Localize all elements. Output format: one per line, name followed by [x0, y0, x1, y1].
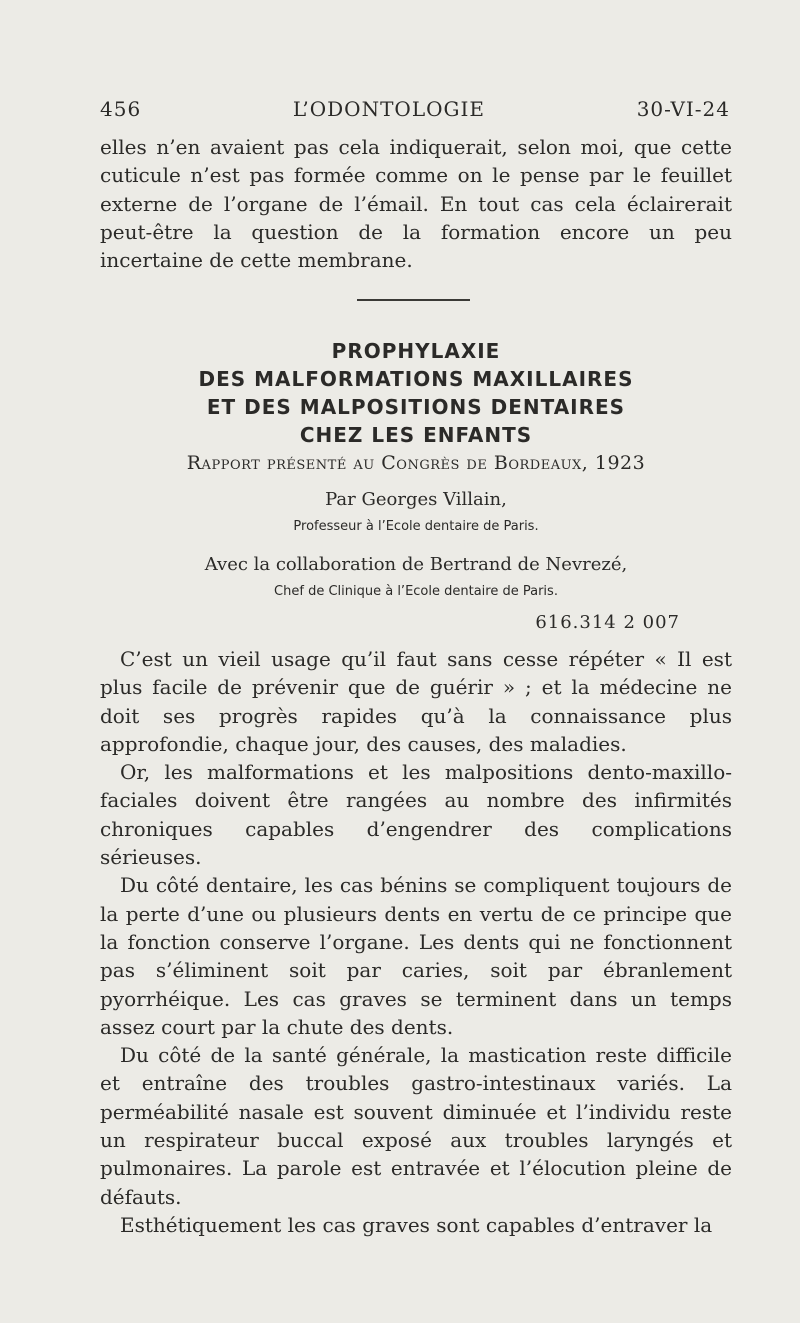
body-paragraph: Esthétiquement les cas graves sont capables d’entraver la [120, 1212, 713, 1237]
title-line: ET DES MALPOSITIONS DENTAIRES [206, 395, 626, 419]
section-divider [357, 299, 470, 301]
page-number: 456 [100, 97, 142, 121]
article-title [100, 337, 732, 449]
author-role: Professeur à l’Ecole dentaire de Paris. [293, 519, 539, 534]
issue-date: 30-VI-24 [636, 97, 730, 121]
title-line: PROPHYLAXIE [331, 339, 501, 363]
body-paragraph: Du côté dentaire, les cas bénins se compliquent toujours de la perte d’une ou plusieurs dents en vertu de ce principe que la fonction conserve l’organe. Les dents qui ne fonctionnent pas s’éliminent soit par caries, soit par ébranlement pyorrhéique. Les cas graves se terminent dans un temps assez court par la chute des dents. [100, 873, 732, 1039]
intro-paragraph: elles n’en avaient pas cela indiquerait, selon moi, que cette cuticule n’est pas formée comme on le pense par le feuillet externe de l’organe de l’émail. En tout cas cela éclairerait peut-être la question de la formation encore un peu incertaine de cette membrane. [100, 135, 732, 273]
collaboration-line: Avec la collaboration de Bertrand de Nevrezé, [204, 554, 628, 575]
title-line: CHEZ LES ENFANTS [299, 423, 533, 447]
article-body [100, 645, 732, 1239]
body-paragraph: Du côté de la santé générale, la mastication reste difficile et entraîne des troubles gastro-intestinaux variés. La perméabilité nasale est souvent diminuée et l’individu reste un respirateur buccal exposé aux troubles laryngés et pulmonaires. La parole est entravée et l’élocution pleine de défauts. [100, 1043, 732, 1209]
collaborator-role: Chef de Clinique à l’Ecole dentaire de Paris. [274, 584, 558, 599]
report-line: Rapport présenté au Congrès de Bordeaux, 1923 [186, 452, 646, 474]
body-paragraph: C’est un vieil usage qu’il faut sans cesse répéter « Il est plus facile de prévenir que de guérir » ; et la médecine ne doit ses progrès rapides qu’à la connaissance plus approfondie, chaque jour, des causes, des maladies. [100, 647, 732, 756]
title-line: DES MALFORMATIONS MAXILLAIRES [198, 367, 634, 391]
body-paragraph: Or, les malformations et les malpositions dento-maxillo-faciales doivent être rangées au nombre des infirmités chroniques capables d’engendrer des complications sérieuses. [100, 760, 732, 870]
classification-code: 616.314 2 007 [535, 612, 680, 633]
running-header [100, 97, 730, 121]
journal-name: L’ODONTOLOGIE [292, 97, 485, 121]
author-line: Par Georges Villain, [325, 489, 507, 510]
